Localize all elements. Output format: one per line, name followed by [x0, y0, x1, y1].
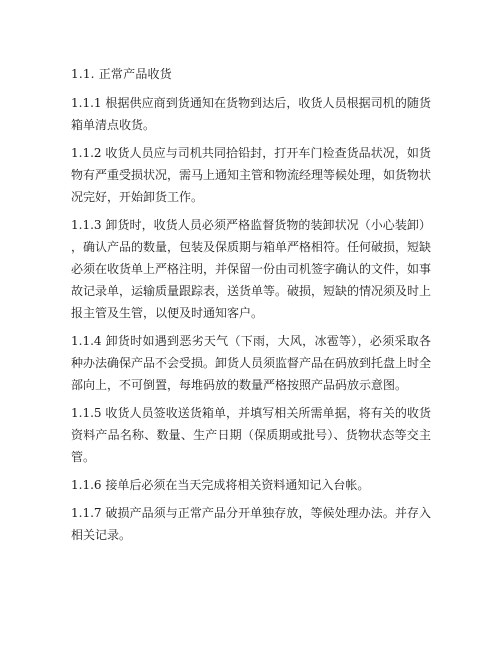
paragraph-line: 1.1.7 破损产品须与正常产品分开单独存放，等候处理办法。并存入 — [71, 506, 431, 520]
paragraph-line: 管。 — [71, 450, 96, 464]
paragraph-1-1-3 — [71, 214, 431, 324]
paragraph-line: 资料产品名称、数量、生产日期（保质期或批号）、货物状态等交主 — [71, 428, 431, 442]
paragraph-line: 1.1.6 接单后必须在当天完成将相关资料通知记入台帐。 — [71, 478, 370, 492]
document-content — [71, 66, 431, 552]
paragraph-line: 况完好，开始卸货工作。 — [71, 190, 204, 204]
paragraph-line: 部向上，不可倒置，每堆码放的数量严格按照产品码放示意图。 — [71, 378, 408, 392]
paragraph-line: 种办法确保产品不会受损。卸货人员须监督产品在码放到托盘上时全 — [71, 356, 432, 370]
paragraph-line: 故记录单，运输质量跟踪表，送货单等。破损，短缺的情况须及时上 — [71, 284, 432, 298]
paragraph-line: 必须在收货单上严格注明，并保留一份由司机签字确认的文件，如事 — [71, 262, 432, 276]
paragraph-line: ，确认产品的数量，包装及保质期与箱单严格相符。任何破损，短缺 — [71, 240, 432, 254]
paragraph-1-1-4 — [71, 330, 431, 396]
paragraph-line: 1.1.2 收货人员应与司机共同拾铅封，打开车门检查货品状况，如货 — [71, 146, 431, 160]
paragraph-1-1-2 — [71, 142, 431, 208]
paragraph-1-1-1 — [71, 92, 431, 136]
paragraph-1-1-7 — [71, 502, 431, 546]
paragraph-line: 相关记录。 — [71, 528, 132, 542]
paragraph-line: 报主管及生管，以便及时通知客户。 — [71, 306, 264, 320]
paragraph-line: 1.1.5 收货人员签收送货箱单，并填写相关所需单据，将有关的收货 — [71, 406, 431, 420]
section-heading: 1.1. 正常产品收货 — [71, 67, 172, 81]
paragraph-line: 箱单清点收货。 — [71, 118, 156, 132]
paragraph-line: 1.1.4 卸货时如遇到恶劣天气（下雨，大风，冰雹等），必须采取各 — [71, 334, 431, 348]
paragraph-line: 1.1.3 卸货时，收货人员必须严格监督货物的装卸状况（小心装卸） — [71, 218, 431, 232]
paragraph-1-1-5 — [71, 402, 431, 468]
paragraph-line: 物有严重受损状况，需马上通知主管和物流经理等候处理，如货物状 — [71, 168, 432, 182]
paragraph-line: 1.1.1 根据供应商到货通知在货物到达后，收货人员根据司机的随货 — [71, 96, 431, 110]
paragraph-1-1-6 — [71, 474, 431, 496]
